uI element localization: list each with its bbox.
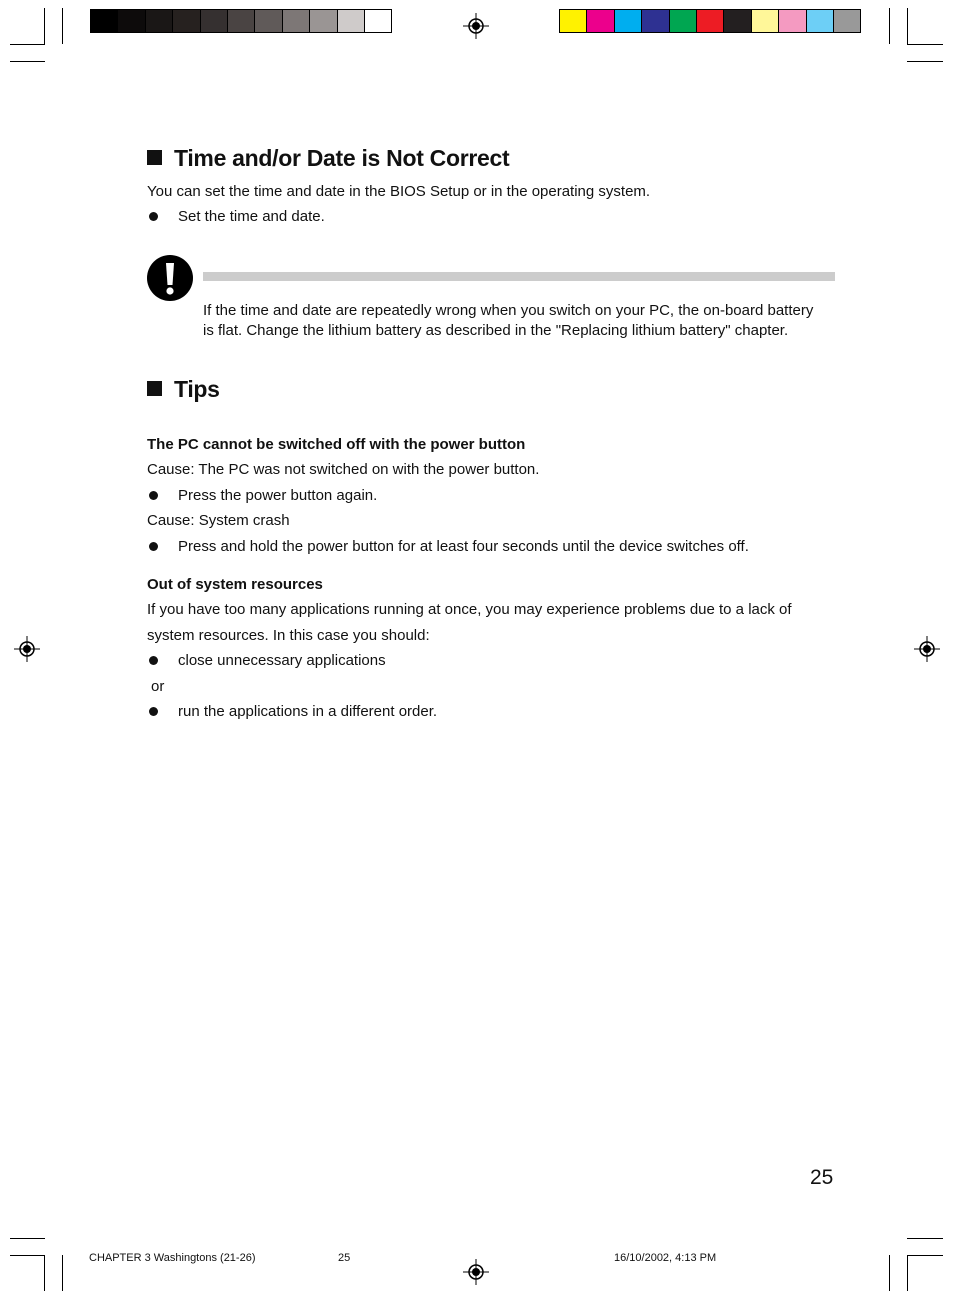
crop-mark	[907, 1238, 943, 1239]
crop-mark	[62, 1255, 63, 1291]
page-number: 25	[810, 1166, 834, 1189]
color-swatch	[282, 9, 310, 33]
color-swatch	[586, 9, 614, 33]
subheading-power-button: The PC cannot be switched off with the power button	[147, 436, 526, 453]
color-swatch	[806, 9, 834, 33]
color-swatch	[559, 9, 587, 33]
color-swatch	[309, 9, 337, 33]
color-swatch	[364, 9, 392, 33]
color-swatch	[227, 9, 255, 33]
crop-mark	[10, 1238, 45, 1239]
color-swatch	[145, 9, 173, 33]
footer-left: CHAPTER 3 Washingtons (21-26)	[89, 1252, 256, 1264]
body-text: system resources. In this case you should:	[147, 627, 430, 644]
square-bullet-icon	[147, 150, 162, 165]
square-bullet-icon	[147, 381, 162, 396]
registration-mark-icon	[914, 636, 940, 662]
note-text-line: If the time and date are repeatedly wrong when you switch on your PC, the on-board battery	[203, 302, 814, 319]
color-swatch	[172, 9, 200, 33]
footer-right: 16/10/2002, 4:13 PM	[614, 1252, 717, 1264]
crop-mark	[907, 61, 943, 62]
bullet-icon	[149, 707, 158, 716]
list-item: close unnecessary applications	[178, 652, 386, 669]
intro-text: You can set the time and date in the BIOS Setup or in the operating system.	[147, 183, 651, 200]
footer-center: 25	[338, 1252, 351, 1264]
bullet-icon	[149, 491, 158, 500]
color-swatch	[723, 9, 751, 33]
list-item: Set the time and date.	[178, 208, 325, 225]
color-swatch	[669, 9, 697, 33]
crop-mark	[907, 1255, 908, 1291]
bullet-icon	[149, 542, 158, 551]
subheading-system-resources: Out of system resources	[147, 576, 323, 593]
crop-mark	[44, 8, 45, 44]
body-text: If you have too many applications running at once, you may experience problems due to a lack of	[147, 601, 792, 618]
color-swatch	[117, 9, 145, 33]
color-swatch	[751, 9, 779, 33]
color-swatch	[614, 9, 642, 33]
note-text-line: is flat. Change the lithium battery as described in the "Replacing lithium battery" chapter.	[203, 322, 789, 339]
exclamation-icon	[147, 255, 193, 301]
color-swatch	[778, 9, 806, 33]
bullet-icon	[149, 212, 158, 221]
crop-mark	[10, 1255, 45, 1256]
list-item: run the applications in a different order.	[178, 703, 438, 720]
cause-text: Cause: The PC was not switched on with the power button.	[147, 461, 540, 478]
crop-mark	[62, 8, 63, 44]
crop-mark	[44, 1255, 45, 1291]
crop-mark	[907, 44, 943, 45]
crop-mark	[10, 61, 45, 62]
crop-mark	[907, 8, 908, 44]
color-swatch	[254, 9, 282, 33]
color-swatch	[833, 9, 861, 33]
color-swatch	[90, 9, 118, 33]
note-divider	[203, 272, 835, 281]
registration-mark-icon	[463, 13, 489, 39]
list-item: Press and hold the power button for at least four seconds until the device switches off.	[178, 538, 749, 555]
crop-mark	[889, 8, 890, 44]
crop-mark	[889, 1255, 890, 1291]
crop-mark	[907, 1255, 943, 1256]
cause-text: Cause: System crash	[147, 512, 290, 529]
or-text: or	[151, 678, 165, 695]
registration-mark-icon	[14, 636, 40, 662]
color-swatch	[337, 9, 365, 33]
color-swatch	[200, 9, 228, 33]
list-item: Press the power button again.	[178, 487, 378, 504]
bullet-icon	[149, 656, 158, 665]
registration-mark-icon	[463, 1259, 489, 1285]
color-swatch	[696, 9, 724, 33]
section-heading-tips: Tips	[147, 376, 220, 403]
section-heading-time-date: Time and/or Date is Not Correct	[147, 145, 509, 172]
color-swatch	[641, 9, 669, 33]
crop-mark	[10, 44, 45, 45]
